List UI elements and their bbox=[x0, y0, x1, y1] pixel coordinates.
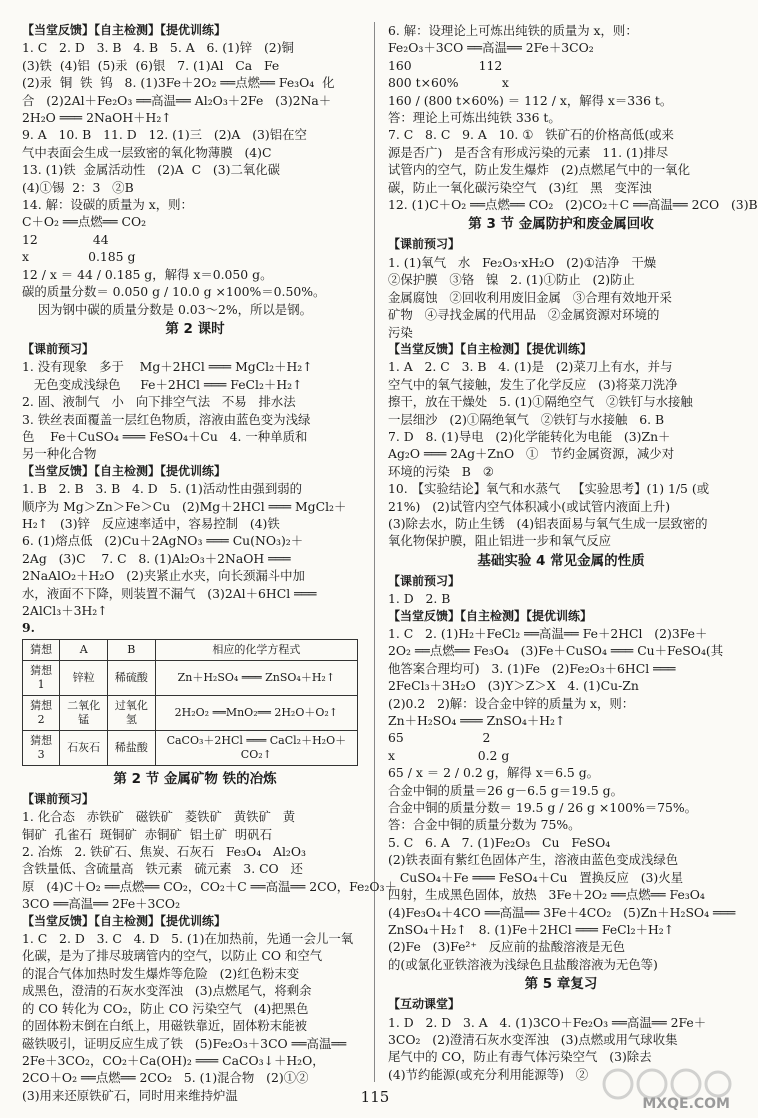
answer-line: 13. (1)铁 金属活动性 (2)A C (3)二氧化碳 bbox=[22, 162, 281, 178]
table-cell: 石灰石 bbox=[60, 730, 108, 765]
table-cell: 锌粒 bbox=[60, 660, 108, 695]
answer-line: 2H₂O ═══ 2NaOH＋H₂↑ bbox=[22, 110, 172, 126]
answer-line: 2Ag (3)C 7. C 8. (1)Al₂O₃＋2NaOH ═══ bbox=[22, 550, 291, 566]
answer-line: 12 / x ＝ 44 / 0.185 g，解得 x＝0.050 g。 bbox=[22, 266, 273, 282]
answer-line: 答：合金中铜的质量分数为 75%。 bbox=[388, 817, 581, 833]
answer-line: 答：理论上可炼出纯铁 336 t。 bbox=[388, 110, 561, 126]
answer-line: 2CO＋O₂ ══点燃══ 2CO₂ 5. (1)混合物 (2)①② bbox=[22, 1070, 309, 1086]
table-cell: 猜想 1 bbox=[23, 660, 60, 695]
section-tag-line: 【互动课堂】 bbox=[388, 997, 461, 1012]
table-row bbox=[23, 660, 358, 695]
answer-line: 1. 没有现象 多于 Mg＋2HCl ═══ MgCl₂＋H₂↑ bbox=[22, 359, 313, 375]
right-column bbox=[382, 22, 758, 1082]
answer-line: C＋O₂ ══点燃══ CO₂ bbox=[22, 214, 147, 230]
answer-line: x 0.2 g bbox=[388, 747, 510, 763]
answer-line: 原 (4)C＋O₂ ══点燃══ CO₂，CO₂＋C ══高温══ 2CO，Fe₂O₃＋ bbox=[22, 878, 397, 894]
section-tag-line: 【当堂反馈】【自主检测】【提优训练】 bbox=[388, 341, 593, 356]
table-row bbox=[23, 730, 358, 765]
answer-line: 金属腐蚀 ②回收利用废旧金属 ③合理有效地开采 bbox=[388, 289, 672, 305]
section-tag-line: 【当堂反馈】【自主检测】【提优训练】 bbox=[22, 23, 227, 37]
answer-line: (2)0.2 2)解：设合金中锌的质量为 x，则： bbox=[388, 695, 635, 711]
answer-line: 矿物 ④寻找金属的代用品 ②金属资源对环境的 bbox=[388, 307, 660, 323]
section-tag-line: 【课前预习】 bbox=[22, 341, 95, 356]
table-cell: 2H₂O₂ ══MnO₂══ 2H₂O＋O₂↑ bbox=[155, 695, 357, 730]
answer-line: 含铁量低、含硫量高 铁元素 硫元素 3. CO 还 bbox=[22, 861, 303, 877]
answer-line: 因为钢中碳的质量分数是 0.03～2%，所以是钢。 bbox=[22, 301, 312, 317]
answer-line: 6. 解：设理论上可炼出纯铁的质量为 x，则： bbox=[388, 23, 638, 38]
answer-line: 10. 【实验结论】氧气和水蒸气 【实验思考】(1) 1/5 (或 bbox=[388, 481, 710, 497]
answer-line: 的(或氯化亚铁溶液为浅绿色且盐酸溶液为无色等) bbox=[388, 956, 658, 972]
table-header-cell: B bbox=[108, 639, 156, 660]
table-cell: 稀盐酸 bbox=[108, 730, 156, 765]
table-cell: Zn＋H₂SO₄ ═══ ZnSO₄＋H₂↑ bbox=[155, 660, 357, 695]
table-header-row bbox=[23, 639, 358, 660]
answer-line: ②保护膜 ③铬 镍 2. (1)①防止 (2)防止 bbox=[388, 272, 635, 288]
hypothesis-table bbox=[22, 639, 358, 766]
answer-line: 3. 铁丝表面覆盖一层红色物质，溶液由蓝色变为浅绿 bbox=[22, 411, 311, 427]
answer-page bbox=[22, 22, 758, 1103]
table-cell: 猜想 2 bbox=[23, 695, 60, 730]
answer-line: 铜矿 孔雀石 斑铜矿 赤铜矿 铝土矿 明矾石 bbox=[22, 826, 273, 842]
answer-line: 1. (1)氧气 水 Fe₂O₃·xH₂O (2)①洁净 干燥 bbox=[388, 254, 657, 270]
answer-line: 另一种化合物 bbox=[22, 446, 97, 462]
answer-line: 12 44 bbox=[22, 231, 109, 247]
answer-line: 12. (1)C＋O₂ ══点燃══ CO₂ (2)CO₂＋C ══高温══ 2CO (3)B bbox=[388, 197, 758, 213]
answer-line: 3CO₂ (2)澄清石灰水变浑浊 (3)点燃或用气球收集 bbox=[388, 1031, 678, 1047]
answer-line: 1. B 2. B 3. B 4. D 5. (1)活动性由强到弱的 bbox=[22, 481, 302, 497]
answer-line: 21%) (2)试管内空气体积减小(或试管内液面上升) bbox=[388, 498, 671, 514]
section-tag-line: 【课前预习】 bbox=[388, 237, 461, 252]
answer-line: 9. bbox=[22, 620, 35, 636]
answer-line: 14. 解：设碳的质量为 x，则： bbox=[22, 197, 193, 213]
answer-line: 合金中铜的质量＝26 g－6.5 g＝19.5 g。 bbox=[388, 782, 623, 798]
table-cell: 稀硫酸 bbox=[108, 660, 156, 695]
table-cell: 过氧化氢 bbox=[108, 695, 156, 730]
answer-line: ZnSO₄＋H₂↑ 8. (1)Fe＋2HCl ═══ FeCl₂＋H₂↑ bbox=[388, 921, 675, 937]
answer-line: 合 (2)2Al＋Fe₂O₃ ══高温══ Al₂O₃＋2Fe (3)2Na＋ bbox=[22, 92, 332, 108]
answer-line: 氧化物保护膜，阻止铝进一步和氧气反应 bbox=[388, 533, 612, 549]
answer-line: 2O₂ ══点燃══ Fe₃O₄ (3)Fe＋CuSO₄ ═══ Cu＋FeSO₄(其 bbox=[388, 643, 724, 659]
answer-line: 65 / x ＝ 2 / 0.2 g，解得 x＝6.5 g。 bbox=[388, 765, 600, 781]
answer-line: 160 112 bbox=[388, 57, 503, 73]
answer-line: 源是否广) 是否含有形成污染的元素 11. (1)排尽 bbox=[388, 144, 669, 160]
answer-line: (4)①锡 2：3 ②B bbox=[22, 179, 134, 195]
table-row bbox=[23, 695, 358, 730]
section-heading: 基础实验 4 常见金属的性质 bbox=[477, 552, 645, 569]
answer-line: 9. A 10. B 11. D 12. (1)三 (2)A (3)铝在空 bbox=[22, 127, 307, 143]
answer-line: 160 / (800 t×60%) ＝ 112 / x，解得 x＝336 t。 bbox=[388, 92, 673, 108]
answer-line: (4)节约能源(或充分利用能源等) ② bbox=[388, 1066, 589, 1082]
answer-line: 1. C 2. D 3. C 4. D 5. (1)在加热前，先通一会儿一氧 bbox=[22, 931, 354, 947]
answer-line: 合金中铜的质量分数＝ 19.5 g / 26 g ×100%＝75%。 bbox=[388, 800, 698, 816]
answer-line: Fe₂O₃＋3CO ══高温══ 2Fe＋3CO₂ bbox=[388, 40, 594, 56]
answer-line: Zn＋H₂SO₄ ═══ ZnSO₄＋H₂↑ bbox=[388, 713, 566, 729]
left-text-block bbox=[22, 22, 368, 637]
answer-line: 7. C 8. C 9. A 10. ① 铁矿石的价格高低(或来 bbox=[388, 127, 674, 143]
answer-line: 3CO ══高温══ 2Fe＋3CO₂ bbox=[22, 896, 181, 912]
answer-line: 1. 化合态 赤铁矿 磁铁矿 菱铁矿 黄铁矿 黄 bbox=[22, 809, 296, 825]
table-cell: 二氧化锰 bbox=[60, 695, 108, 730]
answer-line: 2. 固、液制气 小 向下排空气法 不易 排水法 bbox=[22, 394, 296, 410]
answer-line: 1. C 2. (1)H₂＋FeCl₂ ══高温══ Fe＋2HCl (2)3Fe＋ bbox=[388, 626, 708, 641]
answer-line: 2AlCl₃＋3H₂↑ bbox=[22, 603, 108, 618]
section-heading: 第 2 课时 bbox=[165, 320, 225, 337]
answer-line: Ag₂O ═══ 2Ag＋ZnO ① 节约金属资源，减少对 bbox=[388, 446, 675, 462]
answer-line: 6. (1)熔点低 (2)Cu＋2AgNO₃ ═══ Cu(NO₃)₂＋ bbox=[22, 533, 304, 549]
answer-line: 1. D 2. D 3. A 4. (1)3CO＋Fe₂O₃ ══高温══ 2Fe＋ bbox=[388, 1014, 707, 1030]
answer-line: 1. D 2. B bbox=[388, 591, 451, 607]
answer-line: 5. C 6. A 7. (1)Fe₂O₃ Cu FeSO₄ bbox=[388, 834, 611, 850]
answer-line: 色 Fe＋CuSO₄ ═══ FeSO₄＋Cu 4. 一种单质和 bbox=[22, 428, 308, 444]
answer-line: 一层细沙 (2)①隔绝氧气 ②铁钉与水接触 6. B bbox=[388, 411, 665, 427]
answer-line: 碳的质量分数＝ 0.050 g / 10.0 g ×100%＝0.50%。 bbox=[22, 284, 326, 300]
answer-line: 2. 冶炼 2. 铁矿石、焦炭、石灰石 Fe₃O₄ Al₂O₃ bbox=[22, 844, 307, 860]
table-cell: CaCO₃＋2HCl ═══ CaCl₂＋H₂O＋CO₂↑ bbox=[155, 730, 357, 765]
answer-line: 的固体粉末倒在白纸上，用磁铁靠近，固体粉末能被 bbox=[22, 1018, 307, 1034]
table-header-cell: A bbox=[60, 639, 108, 660]
answer-line: 1. C 2. D 3. B 4. B 5. A 6. (1)锌 (2)铜 bbox=[22, 40, 294, 56]
section-heading: 第 2 节 金属矿物 铁的冶炼 bbox=[113, 770, 277, 787]
answer-line: 环境的污染 B ② bbox=[388, 463, 494, 479]
answer-line: 2NaAlO₂＋H₂O (2)夹紧止水夹，向长颈漏斗中加 bbox=[22, 568, 305, 584]
section-tag-line: 【当堂反馈】【自主检测】【提优训练】 bbox=[388, 608, 593, 623]
answer-line: (2)汞 铜 铁 钨 8. (1)3Fe＋2O₂ ══点燃══ Fe₃O₄ 化 bbox=[22, 75, 335, 91]
answer-line: 化碳，是为了排尽玻璃管内的空气，以防止 CO 和空气 bbox=[22, 948, 323, 964]
answer-line: 四射，生成黑色固体，放热 3Fe＋2O₂ ══点燃══ Fe₃O₄ bbox=[388, 887, 705, 903]
answer-line: 空气中的氧气接触，发生了化学反应 (3)将菜刀洗净 bbox=[388, 376, 678, 392]
answer-line: (3)用来还原铁矿石，同时用来维持炉温 bbox=[22, 1087, 238, 1103]
answer-line: 7. D 8. (1)导电 (2)化学能转化为电能 (3)Zn＋ bbox=[388, 428, 671, 444]
answer-line: 2Fe＋3CO₂，CO₂＋Ca(OH)₂ ═══ CaCO₃↓＋H₂O， bbox=[22, 1052, 325, 1068]
answer-line: 磁铁吸引，证明反应生成了铁 (5)Fe₂O₃＋3CO ══高温══ bbox=[22, 1035, 347, 1051]
answer-line: 2FeCl₃＋3H₂O (3)Y＞Z＞X 4. (1)Cu-Zn bbox=[388, 678, 639, 694]
answer-line: (4)Fe₃O₄＋4CO ══高温══ 3Fe＋4CO₂ (5)Zn＋H₂SO₄ ═══ bbox=[388, 904, 736, 920]
section-heading: 第 5 章复习 bbox=[524, 976, 598, 993]
answer-line: 顺序为 Mg＞Zn＞Fe＞Cu (2)Mg＋2HCl ═══ MgCl₂＋ bbox=[22, 498, 347, 514]
answer-line: 的 CO 转化为 CO₂，防止 CO 污染空气 (4)把黑色 bbox=[22, 1000, 309, 1016]
answer-line: H₂↑ (3)锌 反应速率适中，容易控制 (4)铁 bbox=[22, 515, 280, 531]
answer-line: 的混合气体加热时发生爆炸等危险 (2)红色粉末变 bbox=[22, 965, 300, 981]
answer-line: 擦干，放在干燥处 5. (1)①隔绝空气 ②铁钉与水接触 bbox=[388, 394, 693, 410]
answer-line: (3)铁 (4)铝 (5)汞 (6)银 7. (1)Al Ca Fe bbox=[22, 57, 280, 73]
table-header-cell: 相应的化学方程式 bbox=[155, 639, 357, 660]
answer-line: 气中表面会生成一层致密的氧化物薄膜 (4)C bbox=[22, 144, 272, 160]
answer-line: 无色变成浅绿色 Fe＋2HCl ═══ FeCl₂＋H₂↑ bbox=[22, 376, 303, 392]
answer-line: (3)除去水，防止生锈 (4)铝表面易与氧气生成一层致密的 bbox=[388, 515, 708, 531]
answer-line: (2)Fe (3)Fe²⁺ 反应前的盐酸溶液是无色 bbox=[388, 939, 626, 955]
answer-line: 水，液面不下降，则装置不漏气 (3)2Al＋6HCl ═══ bbox=[22, 585, 317, 601]
answer-line: 65 2 bbox=[388, 730, 491, 746]
answer-line: (2)铁表面有紫红色固体产生，溶液由蓝色变成浅绿色 bbox=[388, 852, 679, 868]
section-tag-line: 【当堂反馈】【自主检测】【提优训练】 bbox=[22, 463, 227, 478]
answer-line: 成黑色，澄清的石灰水变浑浊 (3)点燃尾气，将剩余 bbox=[22, 983, 312, 999]
section-tag-line: 【课前预习】 bbox=[388, 573, 461, 588]
section-heading: 第 3 节 金属防护和废金属回收 bbox=[468, 216, 654, 233]
answer-line: 尾气中的 CO，防止有毒气体污染空气 (3)除去 bbox=[388, 1049, 652, 1065]
answer-line: CuSO₄＋Fe ═══ FeSO₄＋Cu 置换反应 (3)火星 bbox=[388, 869, 684, 885]
answer-line: 试管内的空气，防止发生爆炸 (2)点燃尾气中的一氧化 bbox=[388, 162, 690, 178]
answer-line: 碳，防止一氧化碳污染空气 (3)红 黑 变浑浊 bbox=[388, 179, 652, 195]
section-tag-line: 【课前预习】 bbox=[22, 791, 95, 806]
answer-line: x 0.185 g bbox=[22, 249, 136, 265]
answer-line: 1. A 2. C 3. B 4. (1)是 (2)菜刀上有水，并与 bbox=[388, 359, 673, 375]
answer-line: 800 t×60% x bbox=[388, 75, 509, 91]
page-number: 115 bbox=[360, 1088, 390, 1106]
section-tag-line: 【当堂反馈】【自主检测】【提优训练】 bbox=[22, 913, 227, 928]
watermark-text: MXQE.COM bbox=[642, 1096, 730, 1112]
table-cell: 猜想 3 bbox=[23, 730, 60, 765]
answer-line: 污染 bbox=[388, 324, 413, 340]
answer-line: 他答案合理均可) 3. (1)Fe (2)Fe₂O₃＋6HCl ═══ bbox=[388, 660, 676, 676]
table-header-cell: 猜想 bbox=[23, 639, 60, 660]
right-text-block bbox=[388, 22, 758, 1083]
